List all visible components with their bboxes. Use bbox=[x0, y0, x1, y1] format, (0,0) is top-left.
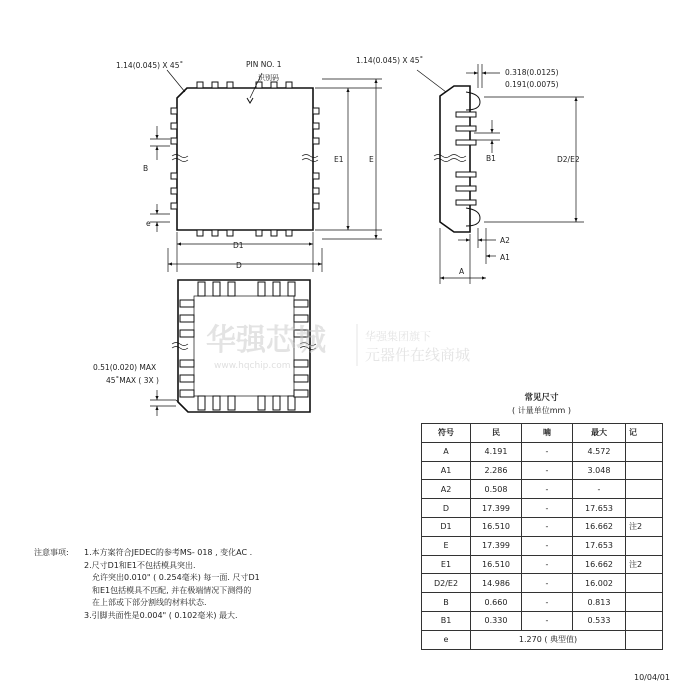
table-row bbox=[422, 611, 663, 630]
watermark bbox=[206, 323, 470, 371]
cell-symbol: e bbox=[422, 630, 471, 649]
cell-note bbox=[626, 611, 663, 630]
cell-symbol: A1 bbox=[422, 461, 471, 480]
dim-e-label: e bbox=[146, 219, 151, 228]
table-row bbox=[422, 461, 663, 480]
cell-note bbox=[626, 480, 663, 499]
lead bbox=[212, 82, 218, 88]
cell-min: 0.330 bbox=[471, 611, 522, 630]
dim-A-label: A bbox=[459, 267, 465, 276]
cell-symbol: A2 bbox=[422, 480, 471, 499]
lead bbox=[313, 108, 319, 114]
table-row bbox=[422, 593, 663, 612]
table-row bbox=[422, 555, 663, 574]
table-title: 常见尺寸 bbox=[524, 393, 559, 403]
lead bbox=[212, 230, 218, 236]
identifier-label: 识别码 bbox=[258, 74, 279, 82]
lead bbox=[256, 230, 262, 236]
table-row bbox=[422, 536, 663, 555]
dim-0191-label: 0.191(0.0075) bbox=[505, 80, 559, 89]
lead bbox=[273, 396, 280, 410]
cell-max: - bbox=[573, 480, 626, 499]
lead bbox=[228, 282, 235, 296]
pin1-label: PIN NO. 1 bbox=[246, 60, 282, 69]
lead bbox=[258, 396, 265, 410]
dim-E-label: E bbox=[369, 155, 374, 164]
chamfer-label: 1.14(0.045) X 45˚ bbox=[116, 61, 184, 70]
dimension-table bbox=[421, 423, 663, 650]
cell-max: 0.813 bbox=[573, 593, 626, 612]
header-symbol: 符号 bbox=[422, 424, 471, 443]
side-view-body bbox=[440, 86, 470, 232]
lead bbox=[288, 282, 295, 296]
lead bbox=[171, 203, 177, 209]
cell-note bbox=[626, 536, 663, 555]
table-header-row bbox=[422, 424, 663, 443]
lead bbox=[228, 396, 235, 410]
max-angle-label: 45˚MAX ( 3X ) bbox=[106, 376, 159, 385]
table-row bbox=[422, 574, 663, 593]
cell-note bbox=[626, 593, 663, 612]
lead bbox=[171, 173, 177, 179]
table-row bbox=[422, 630, 663, 649]
cell-min: 0.508 bbox=[471, 480, 522, 499]
cell-symbol: E1 bbox=[422, 555, 471, 574]
note-2-cont-1: 允许突出0.010" ( 0.254毫米) 每一面. 尺寸D1 bbox=[92, 573, 260, 582]
header-max: 最大 bbox=[573, 424, 626, 443]
cell-nom: - bbox=[522, 517, 573, 536]
cell-note bbox=[626, 574, 663, 593]
lead bbox=[456, 186, 476, 191]
note-2-cont-2: 和E1包括模具不匹配, 并在极端情况下测得的 bbox=[92, 585, 252, 595]
cell-note: 注2 bbox=[626, 517, 663, 536]
table-row bbox=[422, 442, 663, 461]
cell-symbol: D2/E2 bbox=[422, 574, 471, 593]
top-view bbox=[116, 60, 382, 272]
cell-min: 16.510 bbox=[471, 517, 522, 536]
watermark-line2: 元器件在线商城 bbox=[365, 346, 471, 364]
note-3: 3.引脚共面性是0.004" ( 0.102毫米) 最大. bbox=[84, 610, 238, 620]
lead bbox=[213, 396, 220, 410]
lead bbox=[171, 123, 177, 129]
cell-max: 3.048 bbox=[573, 461, 626, 480]
cell-nom: - bbox=[522, 593, 573, 612]
cell-max: 16.662 bbox=[573, 555, 626, 574]
cell-note: 注2 bbox=[626, 555, 663, 574]
header-min: 民 bbox=[471, 424, 522, 443]
cell-symbol: B bbox=[422, 593, 471, 612]
note-2: 2.尺寸D1和E1不包括模具突出. bbox=[84, 560, 196, 570]
lead bbox=[227, 230, 233, 236]
dim-A1-label: A1 bbox=[500, 253, 510, 262]
note-1: 1.本方案符合JEDEC的参考MS- 018 , 变化AC . bbox=[84, 548, 253, 557]
dim-0318-label: 0.318(0.0125) bbox=[505, 68, 559, 77]
cell-min: 16.510 bbox=[471, 555, 522, 574]
watermark-url: www.hqchip.com bbox=[214, 361, 291, 371]
header-nom: 喃 bbox=[522, 424, 573, 443]
drawing-date: 10/04/01 bbox=[634, 673, 670, 682]
lead bbox=[180, 330, 194, 337]
cell-note bbox=[626, 499, 663, 518]
lead bbox=[171, 108, 177, 114]
lead bbox=[313, 173, 319, 179]
cell-typical: 1.270 ( 典型值) bbox=[471, 630, 626, 649]
note-2-cont-3: 在上部或下部分割线的材料状态. bbox=[92, 598, 207, 607]
table-row bbox=[422, 480, 663, 499]
dim-D2E2-label: D2/E2 bbox=[557, 155, 580, 164]
lead bbox=[294, 390, 308, 397]
max-dim-label: 0.51(0.020) MAX bbox=[93, 363, 157, 372]
cell-min: 4.191 bbox=[471, 442, 522, 461]
cell-symbol: E bbox=[422, 536, 471, 555]
lead bbox=[180, 360, 194, 367]
lead bbox=[180, 390, 194, 397]
cell-max: 17.653 bbox=[573, 536, 626, 555]
cell-nom: - bbox=[522, 461, 573, 480]
lead bbox=[273, 282, 280, 296]
lead bbox=[286, 82, 292, 88]
watermark-brand: 华强芯城 bbox=[206, 323, 326, 358]
lead bbox=[313, 188, 319, 194]
cell-min: 2.286 bbox=[471, 461, 522, 480]
cell-min: 14.986 bbox=[471, 574, 522, 593]
dim-B-label: B bbox=[143, 164, 149, 173]
cell-nom: - bbox=[522, 442, 573, 461]
cell-note bbox=[626, 461, 663, 480]
lead bbox=[197, 82, 203, 88]
side-chamfer-label: 1.14(0.045) X 45˚ bbox=[356, 56, 424, 65]
lead bbox=[456, 126, 476, 131]
lead bbox=[171, 188, 177, 194]
lead bbox=[180, 375, 194, 382]
cell-symbol: D bbox=[422, 499, 471, 518]
lead bbox=[180, 315, 194, 322]
lead bbox=[456, 172, 476, 177]
lead bbox=[288, 396, 295, 410]
lead bbox=[258, 282, 265, 296]
cell-nom: - bbox=[522, 574, 573, 593]
dim-E1-label: E1 bbox=[334, 155, 344, 164]
lead bbox=[271, 82, 277, 88]
cell-note bbox=[626, 630, 663, 649]
cell-min: 0.660 bbox=[471, 593, 522, 612]
dim-D1-label: D1 bbox=[233, 241, 244, 250]
table-row bbox=[422, 499, 663, 518]
cell-nom: - bbox=[522, 499, 573, 518]
lead bbox=[313, 123, 319, 129]
lead bbox=[294, 360, 308, 367]
cell-note bbox=[626, 442, 663, 461]
cell-nom: - bbox=[522, 555, 573, 574]
dim-A2-label: A2 bbox=[500, 236, 510, 245]
cell-nom: - bbox=[522, 536, 573, 555]
notes bbox=[34, 547, 260, 622]
cell-symbol: A bbox=[422, 442, 471, 461]
lead bbox=[456, 112, 476, 117]
cell-symbol: D1 bbox=[422, 517, 471, 536]
lead bbox=[171, 138, 177, 144]
cell-max: 17.653 bbox=[573, 499, 626, 518]
lead bbox=[294, 315, 308, 322]
cell-nom: - bbox=[522, 611, 573, 630]
cell-min: 17.399 bbox=[471, 536, 522, 555]
cell-max: 4.572 bbox=[573, 442, 626, 461]
notes-line-1 bbox=[34, 547, 260, 560]
lead bbox=[294, 375, 308, 382]
lead bbox=[271, 230, 277, 236]
top-view-body bbox=[177, 88, 313, 230]
cell-symbol: B1 bbox=[422, 611, 471, 630]
watermark-line1: 华强集团旗下 bbox=[365, 330, 431, 343]
cell-nom: - bbox=[522, 480, 573, 499]
lead bbox=[197, 230, 203, 236]
cell-max: 16.002 bbox=[573, 574, 626, 593]
lead bbox=[227, 82, 233, 88]
lead bbox=[456, 140, 476, 145]
lead bbox=[313, 138, 319, 144]
lead bbox=[456, 200, 476, 205]
lead bbox=[198, 396, 205, 410]
lead bbox=[198, 282, 205, 296]
side-view bbox=[356, 56, 584, 284]
table-subtitle: ( 计量单位mm ) bbox=[512, 406, 571, 415]
dim-D-label: D bbox=[236, 261, 242, 270]
cell-max: 16.662 bbox=[573, 517, 626, 536]
lead bbox=[294, 300, 308, 307]
dim-B1-label: B1 bbox=[486, 154, 496, 163]
lead bbox=[286, 230, 292, 236]
lead bbox=[313, 203, 319, 209]
cell-min: 17.399 bbox=[471, 499, 522, 518]
cell-max: 0.533 bbox=[573, 611, 626, 630]
notes-title: 注意事项: bbox=[34, 548, 69, 557]
lead bbox=[180, 300, 194, 307]
lead bbox=[213, 282, 220, 296]
table-row bbox=[422, 517, 663, 536]
header-note: 记 bbox=[626, 424, 663, 443]
